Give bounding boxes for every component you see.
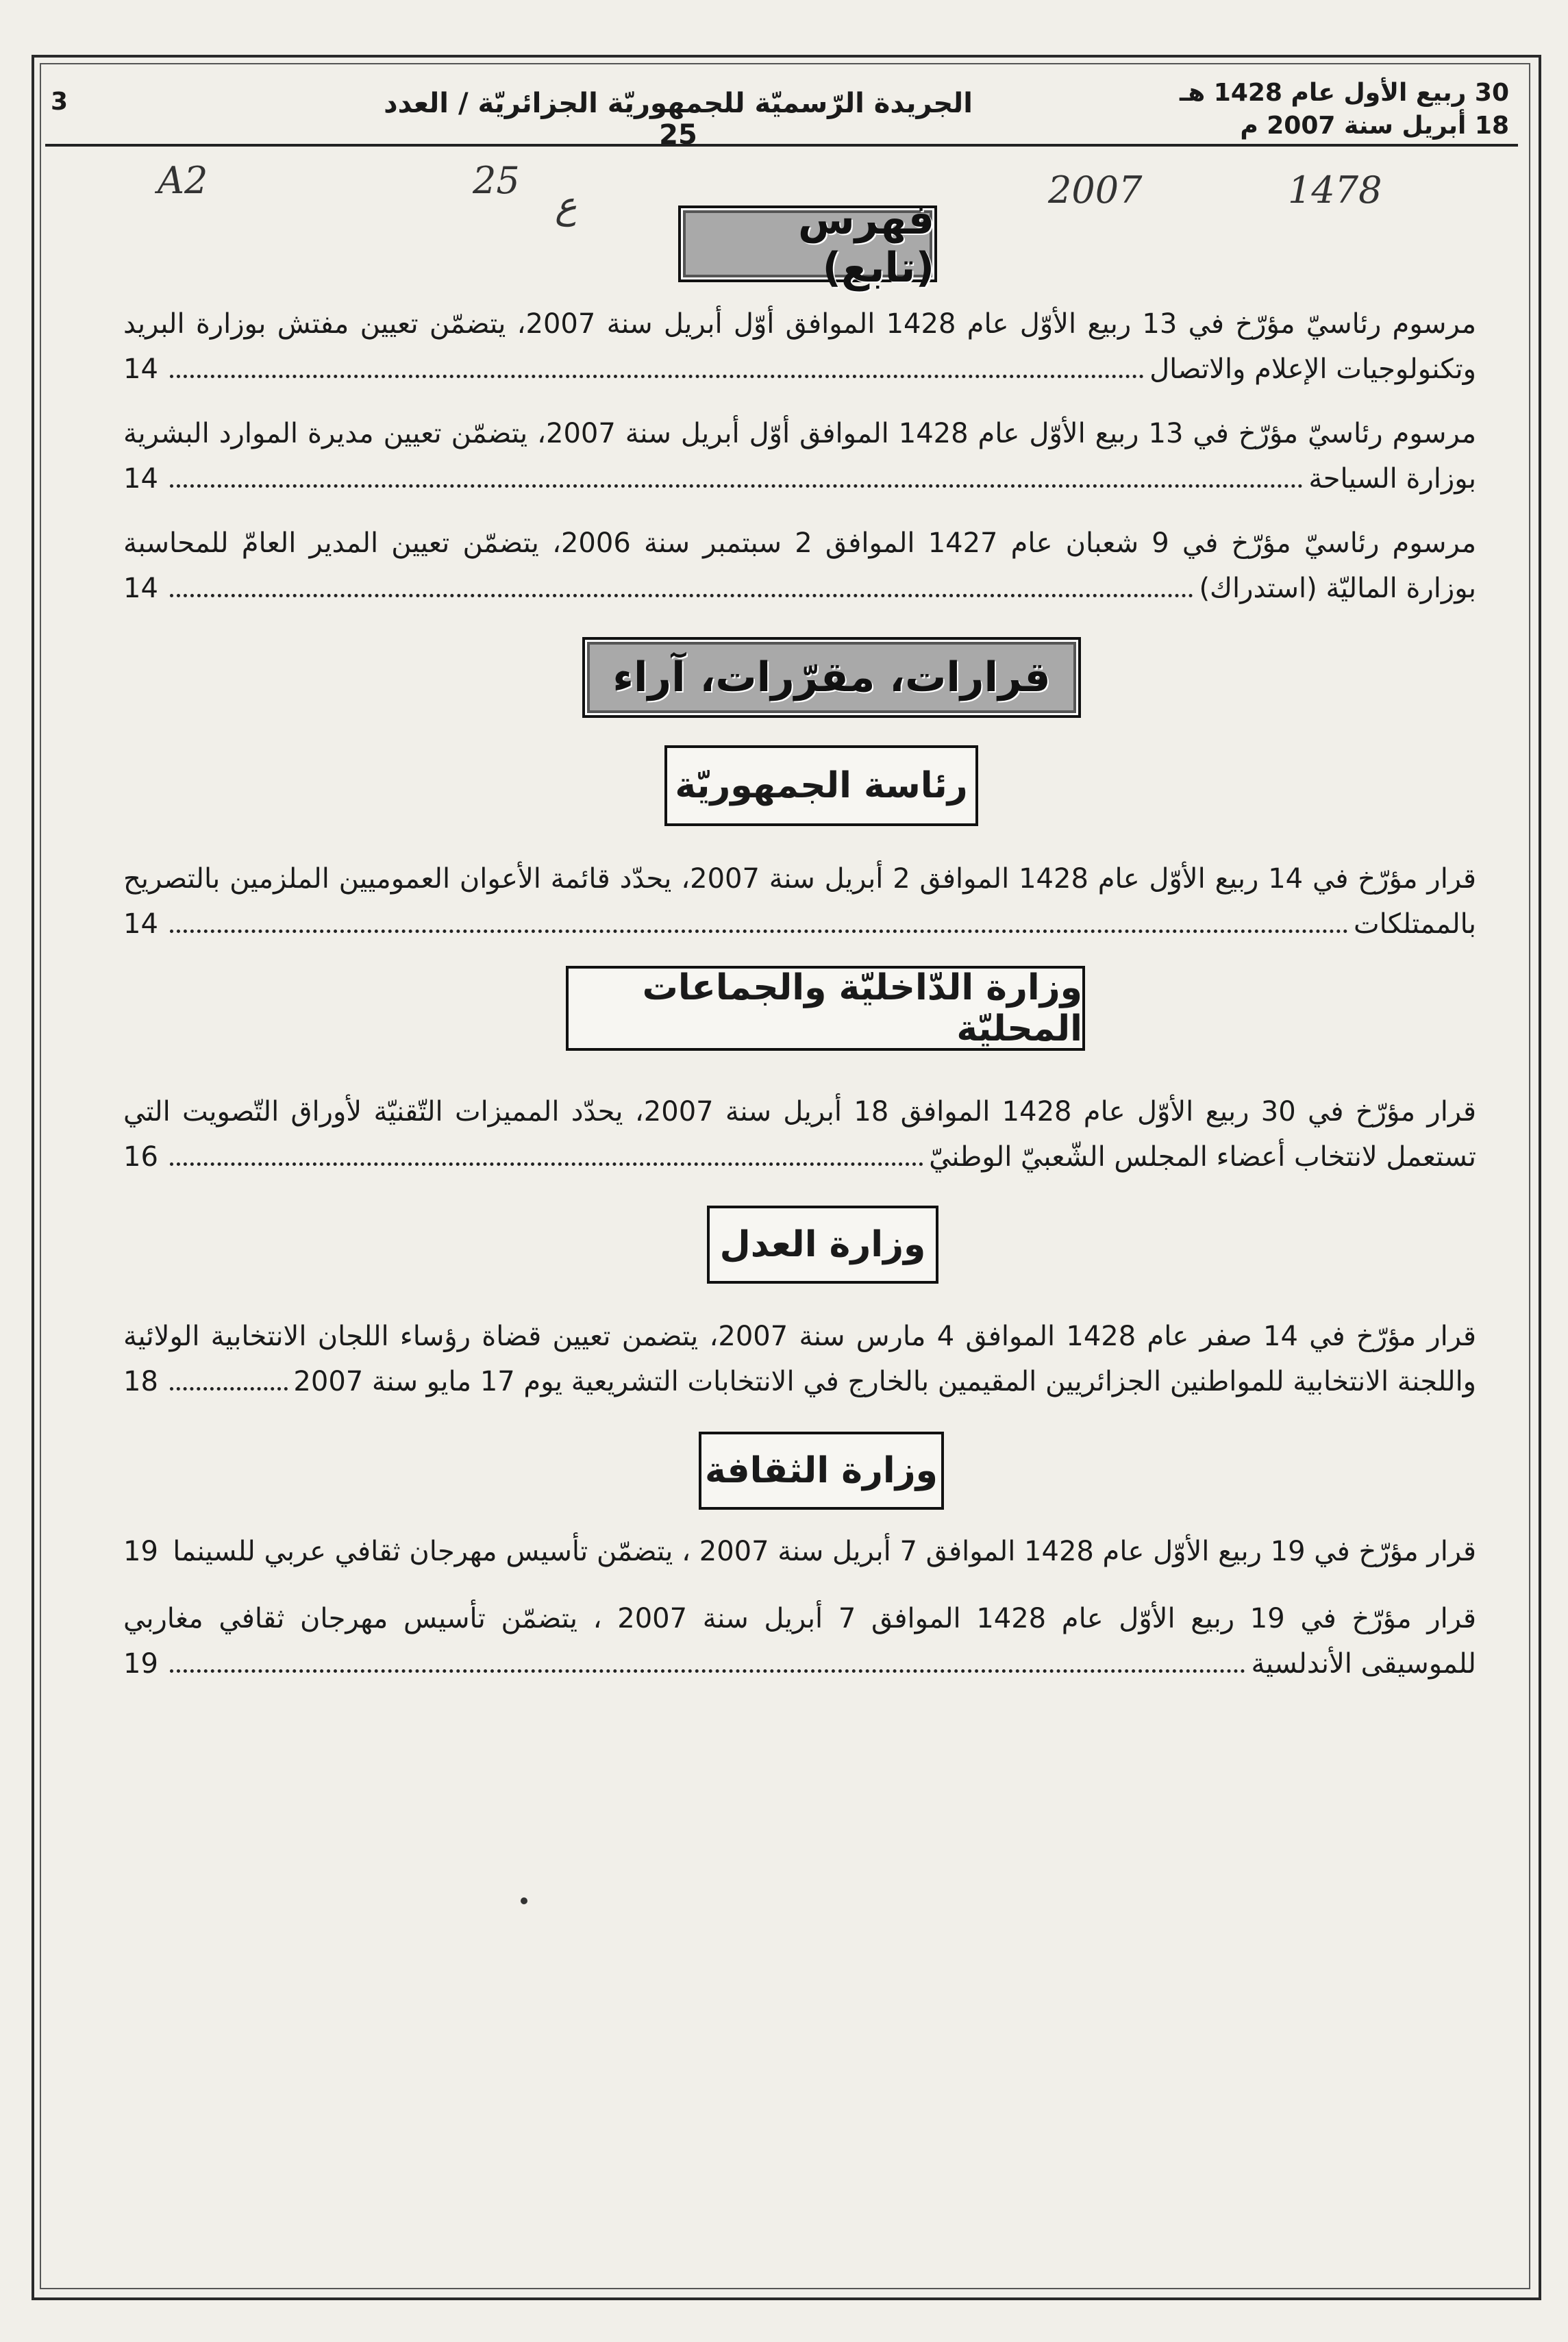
handwritten-note: ع xyxy=(555,184,577,227)
entry-page: 14 xyxy=(123,463,158,495)
date-gregorian: 18 أبريل سنة 2007 م xyxy=(1240,112,1509,140)
entry-text-cont: وتكنولوجيات الإعلام والاتصال xyxy=(1149,353,1476,385)
entry-text-cont: واللجنة الانتخابية للمواطنين الجزائريين المقيمين بالخارج في الانتخابات التشريعية يوم 17 مايو سنة 2007 xyxy=(293,1366,1476,1397)
entry-text: قرار مؤرّخ في 19 ربيع الأوّل عام 1428 الموافق 7 أبريل سنة 2007 ، يتضمّن تأسيس مهرجان ثقافي مغاربي xyxy=(123,1603,1476,1634)
entry-text: قرار مؤرّخ في 14 صفر عام 1428 الموافق 4 مارس سنة 2007، يتضمن تعيين قضاة رؤساء اللجان الانتخابية الولائية xyxy=(123,1321,1476,1352)
page-number: 3 xyxy=(51,88,69,116)
section-justice: وزارة العدل xyxy=(707,1206,938,1284)
handwritten-note: 25 xyxy=(473,159,520,202)
index-entry xyxy=(123,301,1476,392)
entry-text: قرار مؤرّخ في 14 ربيع الأوّل عام 1428 الموافق 2 أبريل سنة 2007، يحدّد قائمة الأعوان العموميين الملزمين بالتصريح xyxy=(123,863,1477,895)
issue-date xyxy=(1180,77,1509,142)
entry-page: 19 xyxy=(123,1536,158,1567)
section-presidency: رئاسة الجمهوريّة xyxy=(664,745,978,826)
date-hijri: 30 ربيع الأول عام 1428 هـ xyxy=(1179,79,1509,107)
entry-text-cont: بوزارة السياحة xyxy=(1308,463,1476,495)
entry-text-cont: تستعمل لانتخاب أعضاء المجلس الشّعبيّ الوطنيّ xyxy=(929,1141,1476,1173)
entry-text: قرار مؤرّخ في 30 ربيع الأوّل عام 1428 الموافق 18 أبريل سنة 2007، يحدّد المميزات التّقنيّة لأوراق التّصويت التي xyxy=(123,1096,1476,1128)
leader-dots xyxy=(170,375,1144,378)
entry-page: 16 xyxy=(123,1141,158,1173)
entry-text: قرار مؤرّخ في 19 ربيع الأوّل عام 1428 الموافق 7 أبريل سنة 2007 ، يتضمّن تأسيس مهرجان ثقافي عربي للسينما xyxy=(173,1536,1476,1567)
index-entry xyxy=(123,411,1476,501)
entry-text-cont: بوزارة الماليّة (استدراك) xyxy=(1199,573,1476,604)
entry-page: 19 xyxy=(123,1648,158,1680)
handwritten-note: 2007 xyxy=(1048,169,1143,212)
index-entry xyxy=(123,1529,1476,1574)
entry-text: مرسوم رئاسيّ مؤرّخ في 9 شعبان عام 1427 الموافق 2 سبتمبر سنة 2006، يتضمّن تعيين المدير العامّ للمحاسبة xyxy=(123,527,1476,559)
section-culture: وزارة الثقافة xyxy=(699,1432,944,1510)
index-entry xyxy=(123,1596,1476,1686)
entry-text-cont: بالممتلكات xyxy=(1353,908,1476,940)
handwritten-note: A2 xyxy=(158,159,208,202)
leader-dots xyxy=(170,930,1348,933)
handwritten-note: 1478 xyxy=(1288,169,1382,212)
entry-page: 14 xyxy=(123,573,158,604)
journal-title: الجريدة الرّسميّة للجمهوريّة الجزائريّة / العدد 25 xyxy=(384,88,973,151)
leader-dots xyxy=(170,1387,288,1391)
index-entry xyxy=(123,1314,1476,1404)
leader-dots xyxy=(170,484,1303,488)
decisions-banner xyxy=(582,637,1081,718)
entry-text: مرسوم رئاسيّ مؤرّخ في 13 ربيع الأوّل عام 1428 الموافق أوّل أبريل سنة 2007، يتضمّن تعيين مفتش بوزارة البريد xyxy=(123,308,1476,340)
speck xyxy=(521,1897,527,1904)
index-title: فهرس (تابع) xyxy=(797,196,934,292)
index-title-banner xyxy=(678,196,937,292)
header-divider xyxy=(45,144,1518,147)
decisions-title: قرارات، مقرّرات، آراء xyxy=(612,653,1051,701)
index-entry xyxy=(123,521,1476,611)
entry-text: مرسوم رئاسيّ مؤرّخ في 13 ربيع الأوّل عام 1428 الموافق أوّل أبريل سنة 2007، يتضمّن تعيين مديرة الموارد البشرية xyxy=(123,418,1477,449)
entry-page: 14 xyxy=(123,908,158,940)
section-interior: وزارة الدّاخليّة والجماعات المحليّة xyxy=(566,966,1085,1051)
entry-text-cont: للموسيقى الأندلسية xyxy=(1251,1648,1476,1680)
index-entry xyxy=(123,856,1476,947)
index-entry xyxy=(123,1089,1476,1180)
entry-page: 18 xyxy=(123,1366,158,1397)
leader-dots xyxy=(170,1669,1245,1673)
entry-page: 14 xyxy=(123,353,158,385)
leader-dots xyxy=(170,594,1193,597)
leader-dots xyxy=(170,1162,923,1166)
